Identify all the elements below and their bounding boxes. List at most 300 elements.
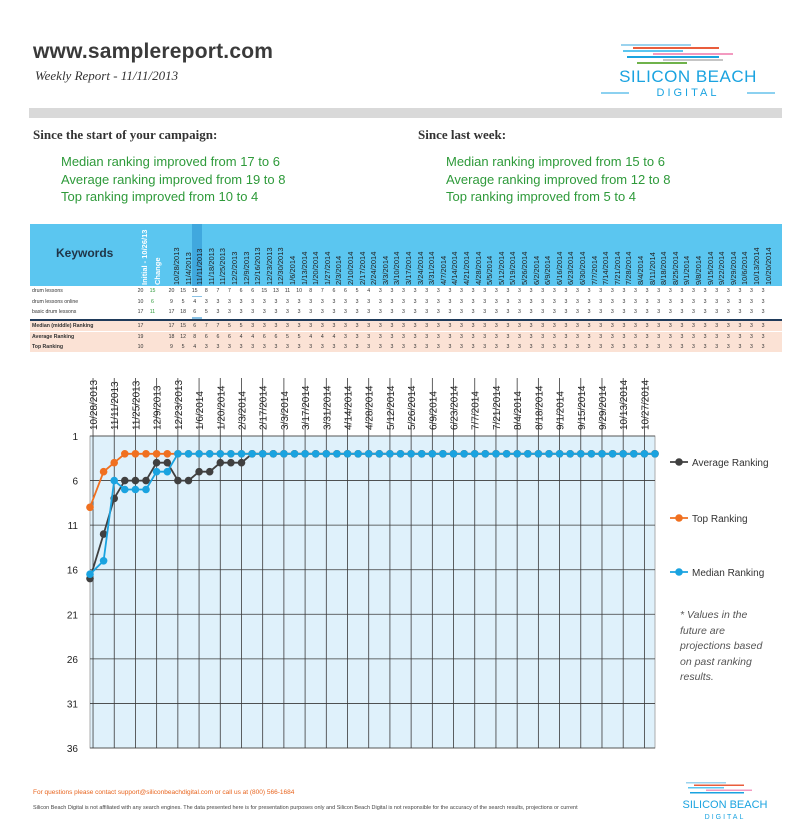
- row-value: 3: [320, 323, 324, 329]
- row-value: 3: [460, 333, 463, 340]
- row-value: 3: [297, 344, 301, 350]
- row-value: 3: [668, 298, 672, 305]
- series-point: [354, 450, 362, 458]
- row-value: 3: [483, 344, 487, 350]
- row-value: 3: [726, 333, 730, 340]
- row-value: 3: [587, 288, 591, 294]
- row-value: 3: [599, 309, 603, 315]
- row-value: 4: [193, 298, 197, 305]
- series-point: [460, 450, 468, 458]
- row-value: 7: [320, 288, 324, 294]
- row-value: 3: [645, 298, 649, 305]
- row-initial: 10: [137, 298, 144, 305]
- row-value: 3: [460, 344, 463, 350]
- row-value: 3: [634, 333, 637, 340]
- series-point: [195, 450, 203, 458]
- series-point: [301, 450, 309, 458]
- series-point: [492, 450, 500, 458]
- row-value: 3: [587, 333, 591, 340]
- row-value: 3: [262, 309, 266, 315]
- row-value: 3: [761, 288, 765, 294]
- row-value: 3: [378, 298, 382, 305]
- row-value: 3: [564, 344, 568, 350]
- x-tick-label: 8/4/2014: [513, 391, 525, 430]
- row-value: 3: [378, 288, 382, 294]
- row-value: 3: [529, 344, 533, 350]
- date-column-header: 11/11/2013: [195, 248, 205, 285]
- row-value: 3: [460, 298, 463, 305]
- x-tick-label: 7/7/2014: [470, 391, 482, 430]
- row-value: 3: [332, 309, 336, 315]
- date-column-header: 1/13/2014: [299, 251, 309, 285]
- row-value: 3: [610, 309, 614, 315]
- series-point: [132, 450, 140, 458]
- series-point: [110, 477, 118, 485]
- projection-note: * Values in the future are projections based on past ranking results.: [680, 609, 763, 683]
- row-value: 3: [471, 309, 475, 315]
- row-value: 3: [645, 309, 649, 315]
- row-value: 6: [216, 333, 220, 340]
- date-column-header: 2/10/2014: [346, 251, 355, 285]
- row-value: 8: [309, 288, 313, 294]
- row-value: 3: [483, 309, 487, 315]
- row-value: 3: [529, 309, 533, 315]
- row-value: 3: [622, 333, 626, 340]
- row-value: 3: [483, 288, 487, 294]
- date-column-header: 2/17/2014: [357, 251, 367, 285]
- row-value: 3: [715, 333, 719, 340]
- row-value: 3: [355, 333, 359, 340]
- series-point: [153, 459, 161, 467]
- row-value: 6: [332, 288, 336, 294]
- x-tick-label: 8/18/2014: [534, 385, 546, 430]
- row-value: 3: [518, 323, 521, 329]
- row-value: 3: [239, 344, 243, 350]
- row-value: 3: [634, 298, 637, 305]
- series-point: [121, 477, 129, 485]
- row-value: 3: [262, 298, 266, 305]
- row-value: 3: [610, 333, 614, 340]
- series-point: [535, 450, 543, 458]
- series-point: [185, 477, 193, 485]
- series-point: [142, 477, 150, 485]
- row-value: 3: [413, 344, 417, 350]
- row-value: 3: [436, 344, 440, 350]
- date-column-header: 3/3/2014: [380, 255, 390, 285]
- series-point: [153, 450, 161, 458]
- y-tick-label: 1: [72, 432, 78, 443]
- row-value: 3: [634, 344, 637, 350]
- row-value: 3: [297, 298, 301, 305]
- row-value: 5: [286, 333, 289, 340]
- keyword-row: [30, 307, 782, 317]
- week-average-line: Average ranking improved from 12 to 8: [446, 171, 671, 187]
- row-value: 6: [239, 288, 243, 294]
- row-value: 9: [170, 344, 173, 350]
- footer-logo-text-sub: DIGITAL: [704, 814, 746, 820]
- x-tick-label: 9/15/2014: [576, 385, 588, 430]
- x-tick-label: 2/3/2014: [237, 391, 249, 430]
- series-point: [397, 450, 405, 458]
- row-value: 3: [413, 333, 417, 340]
- series-point: [598, 450, 606, 458]
- series-point: [142, 450, 150, 458]
- row-value: 3: [506, 309, 510, 315]
- date-column-header: 9/1/2014: [682, 255, 692, 285]
- row-value: 3: [552, 298, 556, 305]
- x-tick-label: 6/9/2014: [428, 391, 440, 430]
- row-value: 3: [216, 298, 220, 305]
- series-point: [227, 459, 235, 467]
- row-value: 3: [274, 323, 278, 329]
- row-value: 3: [761, 298, 765, 305]
- campaign-summary-heading: Since the start of your campaign:: [33, 127, 218, 142]
- logo-text-sub: DIGITAL: [656, 87, 720, 98]
- row-value: 3: [425, 309, 429, 315]
- row-value: 3: [239, 309, 243, 315]
- series-point: [418, 450, 426, 458]
- row-value: 3: [367, 309, 371, 315]
- date-column-header: 12/9/2013: [241, 251, 251, 285]
- date-column-header: 11/4/2013: [183, 252, 193, 285]
- row-value: 3: [309, 323, 313, 329]
- row-value: 3: [378, 323, 382, 329]
- row-value: 3: [761, 323, 765, 329]
- row-value: 3: [320, 309, 324, 315]
- x-tick-label: 1/6/2014: [195, 391, 207, 430]
- row-value: 3: [471, 333, 475, 340]
- date-column-header: 4/7/2014: [438, 255, 448, 285]
- row-value: 3: [680, 323, 684, 329]
- series-point: [86, 504, 94, 512]
- row-value: 3: [564, 288, 568, 294]
- row-value: 3: [541, 298, 545, 305]
- date-column-header: 9/22/2014: [717, 251, 727, 285]
- row-value: 3: [657, 298, 661, 305]
- series-point: [609, 450, 617, 458]
- row-value: 3: [204, 344, 208, 350]
- row-value: 3: [448, 288, 452, 294]
- series-point: [100, 557, 108, 565]
- row-value: 3: [738, 309, 742, 315]
- row-value: 3: [622, 323, 626, 329]
- row-value: 17: [168, 309, 175, 315]
- date-column-header: 10/28/2013: [172, 247, 181, 285]
- row-value: 3: [750, 298, 753, 305]
- date-column-header: 7/14/2014: [601, 251, 611, 285]
- date-column-header: 1/27/2014: [322, 251, 332, 285]
- series-point: [227, 450, 235, 458]
- row-value: 3: [692, 309, 695, 315]
- row-value: 3: [726, 344, 730, 350]
- row-value: 18: [180, 309, 186, 315]
- row-value: 3: [645, 344, 649, 350]
- row-value: 3: [494, 344, 498, 350]
- logo-text-main: SILICON BEACH: [619, 67, 757, 86]
- series-point: [376, 450, 384, 458]
- row-value: 3: [680, 288, 684, 294]
- date-column-header: 2/3/2014: [334, 255, 344, 285]
- row-value: 3: [692, 298, 695, 305]
- series-point: [164, 450, 172, 458]
- row-value: 3: [657, 323, 661, 329]
- row-value: 3: [332, 344, 336, 350]
- campaign-top-line: Top ranking improved from 10 to 4: [61, 189, 259, 204]
- row-value: 3: [541, 288, 545, 294]
- row-value: 3: [599, 298, 603, 305]
- series-point: [450, 450, 458, 458]
- row-value: 17: [168, 323, 175, 329]
- series-point: [206, 450, 214, 458]
- row-value: 3: [564, 309, 568, 315]
- row-value: 6: [262, 333, 266, 340]
- series-point: [651, 450, 659, 458]
- row-value: 3: [274, 344, 278, 350]
- date-column-header: 4/28/2014: [473, 251, 483, 285]
- row-value: 3: [251, 309, 255, 315]
- row-value: 3: [576, 309, 579, 315]
- row-value: 3: [390, 288, 394, 294]
- series-point: [195, 468, 203, 476]
- header-divider: [29, 108, 782, 118]
- x-tick-label: 4/14/2014: [343, 385, 355, 430]
- plot-area: [90, 436, 655, 748]
- row-value: 3: [378, 344, 382, 350]
- keyword-row: [30, 297, 782, 307]
- series-point: [439, 450, 447, 458]
- row-value: 3: [251, 298, 255, 305]
- row-value: 3: [610, 323, 614, 329]
- row-value: 3: [738, 288, 742, 294]
- row-value: 9: [170, 298, 173, 305]
- date-column-header: 5/19/2014: [508, 251, 518, 285]
- row-value: 3: [692, 323, 695, 329]
- date-column-header: 3/10/2014: [392, 251, 402, 285]
- week-median-line: Median ranking improved from 15 to 6: [446, 154, 665, 169]
- row-value: 3: [587, 309, 591, 315]
- row-value: 3: [668, 344, 672, 350]
- series-point: [153, 468, 161, 476]
- series-point: [259, 450, 267, 458]
- row-keyword: drum lessons: [32, 288, 63, 294]
- row-value: 3: [680, 298, 684, 305]
- y-tick-label: 36: [66, 744, 78, 755]
- row-value: 3: [552, 288, 556, 294]
- row-value: 3: [657, 288, 661, 294]
- date-column-header: 3/31/2014: [427, 251, 437, 285]
- row-value: 3: [692, 333, 695, 340]
- row-value: 3: [610, 344, 614, 350]
- row-value: 3: [402, 344, 405, 350]
- row-value: 3: [761, 309, 765, 315]
- date-column-header: 10/20/2014: [763, 247, 773, 285]
- series-point: [248, 450, 256, 458]
- week-summary-list: [446, 153, 671, 206]
- series-point: [100, 468, 108, 476]
- series-point: [619, 450, 627, 458]
- row-value: 3: [576, 323, 579, 329]
- row-value: 3: [494, 288, 498, 294]
- row-value: 3: [541, 309, 545, 315]
- date-column-header: 1/6/2014: [288, 255, 297, 285]
- row-value: 3: [610, 288, 614, 294]
- row-value: 15: [180, 288, 186, 294]
- row-value: 4: [367, 288, 371, 294]
- row-initial: 17: [137, 309, 144, 315]
- legend-label: Median Ranking: [692, 568, 765, 579]
- row-value: 3: [262, 344, 266, 350]
- x-tick-label: 9/29/2014: [597, 385, 609, 430]
- summary-row: [30, 332, 782, 342]
- date-column-header: 5/26/2014: [520, 251, 529, 285]
- row-value: 3: [390, 333, 394, 340]
- x-tick-label: 12/9/2013: [152, 385, 164, 430]
- row-value: 3: [390, 323, 394, 329]
- row-value: 10: [296, 288, 302, 294]
- row-value: 7: [216, 288, 220, 294]
- row-value: 15: [180, 323, 186, 329]
- date-column-header: 7/28/2014: [624, 251, 634, 285]
- row-value: 3: [680, 344, 684, 350]
- row-value: 8: [193, 333, 197, 340]
- series-point: [577, 450, 585, 458]
- row-value: 3: [715, 344, 719, 350]
- row-value: 3: [344, 333, 347, 340]
- row-keyword: drum lessons online: [32, 298, 79, 305]
- row-value: 6: [193, 309, 197, 315]
- y-tick-label: 6: [72, 476, 78, 488]
- row-value: 3: [378, 333, 382, 340]
- y-tick-label: 26: [66, 654, 78, 666]
- row-value: 3: [460, 323, 463, 329]
- row-value: 3: [552, 344, 556, 350]
- row-value: 3: [506, 344, 510, 350]
- row-value: 3: [228, 309, 231, 315]
- row-value: 3: [703, 309, 707, 315]
- date-column-header: 7/21/2014: [612, 251, 622, 285]
- ranking-line-chart: [20, 368, 800, 768]
- row-value: 3: [529, 323, 533, 329]
- row-keyword: basic drum lessons: [32, 309, 77, 315]
- row-value: 3: [367, 333, 371, 340]
- row-value: 3: [309, 309, 313, 315]
- row-value: 3: [471, 298, 475, 305]
- x-tick-label: 5/12/2014: [385, 385, 397, 430]
- row-value: 3: [692, 288, 695, 294]
- row-value: 3: [552, 309, 556, 315]
- row-value: 3: [587, 323, 591, 329]
- row-value: 3: [355, 344, 359, 350]
- x-tick-label: 2/17/2014: [258, 385, 270, 430]
- row-value: 3: [494, 323, 498, 329]
- row-value: 3: [761, 333, 765, 340]
- row-value: 5: [239, 323, 243, 329]
- row-value: 3: [378, 309, 382, 315]
- row-value: 3: [448, 333, 452, 340]
- row-value: 3: [286, 298, 289, 305]
- row-value: 3: [506, 298, 510, 305]
- row-value: 3: [645, 333, 649, 340]
- series-point: [132, 477, 140, 485]
- series-point: [291, 450, 299, 458]
- series-point: [407, 450, 415, 458]
- row-value: 3: [750, 344, 753, 350]
- row-value: 3: [251, 344, 255, 350]
- summary-row: [30, 321, 782, 331]
- row-value: 3: [599, 333, 603, 340]
- date-column-header: 4/21/2014: [462, 251, 471, 285]
- row-value: 3: [680, 333, 684, 340]
- row-value: 3: [344, 298, 347, 305]
- row-value: 3: [657, 333, 661, 340]
- row-value: 3: [622, 298, 626, 305]
- row-value: 3: [413, 288, 417, 294]
- series-point: [164, 459, 172, 467]
- row-value: 4: [309, 333, 313, 340]
- legend-marker: [675, 458, 683, 466]
- row-value: 5: [181, 298, 185, 305]
- series-point: [312, 450, 320, 458]
- row-value: 3: [436, 288, 440, 294]
- row-value: 3: [738, 323, 742, 329]
- row-value: 4: [193, 344, 197, 350]
- date-column-header: 11/25/2013: [218, 248, 228, 285]
- row-value: 3: [344, 344, 347, 350]
- date-column-header: 12/30/2013: [276, 247, 286, 285]
- x-tick-label: 3/17/2014: [301, 385, 313, 430]
- row-value: 3: [518, 333, 521, 340]
- series-point: [641, 450, 649, 458]
- row-value: 3: [309, 344, 313, 350]
- row-value: 3: [436, 298, 440, 305]
- row-change: 11: [149, 309, 156, 315]
- row-value: 3: [587, 298, 591, 305]
- row-value: 3: [750, 309, 753, 315]
- x-tick-label: 3/31/2014: [322, 385, 334, 430]
- x-tick-label: 1/20/2014: [216, 385, 228, 430]
- row-value: 3: [355, 323, 359, 329]
- row-value: 3: [425, 344, 429, 350]
- row-value: 3: [390, 309, 394, 315]
- row-value: 3: [274, 309, 278, 315]
- series-point: [386, 450, 394, 458]
- row-value: 3: [610, 298, 614, 305]
- date-column-header: 5/12/2014: [496, 251, 506, 285]
- series-point: [238, 459, 246, 467]
- x-tick-label: 3/3/2014: [279, 391, 291, 430]
- row-value: 3: [309, 298, 313, 305]
- row-value: 6: [344, 288, 347, 294]
- row-value: 3: [483, 298, 487, 305]
- row-value: 3: [367, 323, 371, 329]
- week-top-line: Top ranking improved from 5 to 4: [446, 189, 637, 204]
- series-point: [556, 450, 564, 458]
- row-value: 3: [413, 309, 417, 315]
- row-value: 4: [251, 333, 255, 340]
- series-point: [132, 486, 140, 494]
- row-value: 3: [332, 298, 336, 305]
- row-value: 3: [750, 288, 753, 294]
- row-value: 3: [344, 309, 347, 315]
- row-value: 3: [634, 309, 637, 315]
- row-value: 3: [471, 344, 475, 350]
- row-value: 3: [657, 344, 661, 350]
- row-value: 3: [286, 323, 289, 329]
- row-value: 3: [715, 298, 719, 305]
- series-point: [482, 450, 490, 458]
- row-value: 3: [274, 298, 278, 305]
- series-point: [121, 450, 129, 458]
